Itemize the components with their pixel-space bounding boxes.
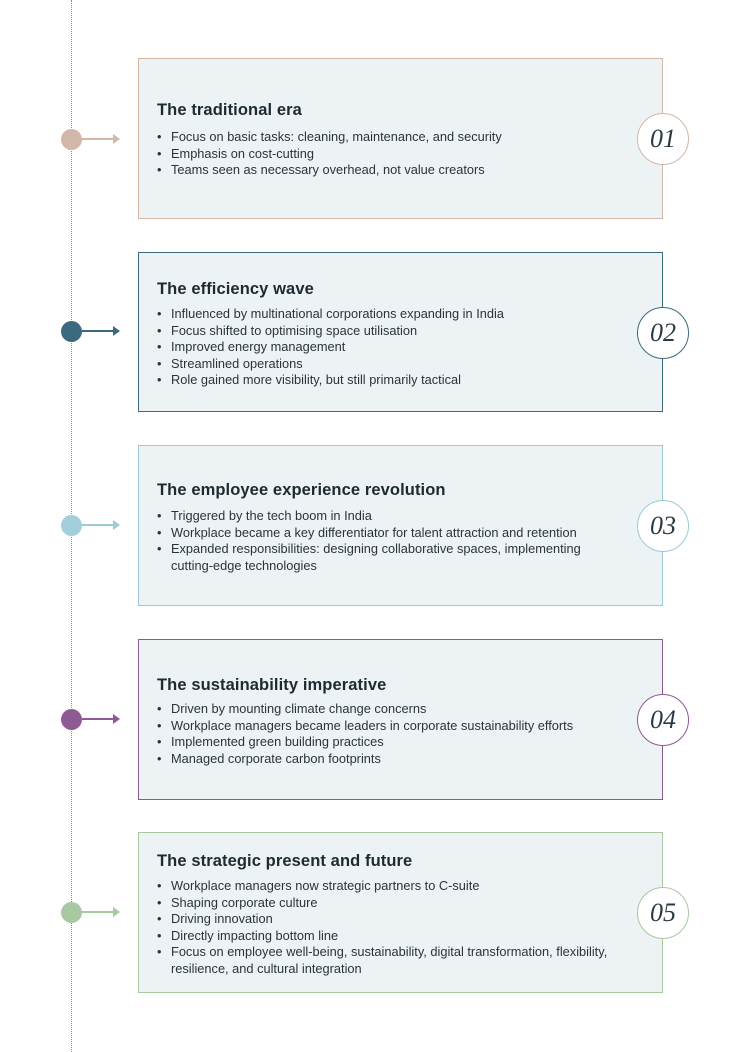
bullet-item: • Workplace became a key differentiator for talent attraction and retention bbox=[157, 525, 617, 542]
stage-title: The employee experience revolution bbox=[157, 481, 446, 499]
stage-card-01 bbox=[138, 58, 663, 219]
arrow-head-icon bbox=[113, 326, 120, 336]
bullet-item: • Directly impacting bottom line bbox=[157, 928, 627, 945]
stage-card-02 bbox=[138, 252, 663, 412]
bullet-item: • Implemented green building practices bbox=[157, 734, 617, 751]
connector-arrow-line-05 bbox=[82, 911, 114, 913]
timeline-dot-01 bbox=[61, 129, 82, 150]
bullet-item: • Focus on employee well-being, sustainability, digital transformation, flexibility, resilience, and cultural integration bbox=[157, 944, 627, 977]
bullet-item: • Triggered by the tech boom in India bbox=[157, 508, 617, 525]
bullet-item: • Driven by mounting climate change concerns bbox=[157, 701, 617, 718]
stage-title: The traditional era bbox=[157, 101, 302, 119]
timeline-dot-03 bbox=[61, 515, 82, 536]
bullet-item: • Driving innovation bbox=[157, 911, 627, 928]
timeline-dot-05 bbox=[61, 902, 82, 923]
stage-number-badge: 02 bbox=[637, 307, 689, 359]
timeline-dot-02 bbox=[61, 321, 82, 342]
bullet-item: • Influenced by multinational corporations expanding in India bbox=[157, 306, 617, 323]
stage-title: The sustainability imperative bbox=[157, 676, 387, 694]
stage-card-03 bbox=[138, 445, 663, 606]
stage-card-04 bbox=[138, 639, 663, 800]
bullet-item: • Expanded responsibilities: designing collaborative spaces, implementing cutting-edge technologies bbox=[157, 541, 617, 574]
bullet-list bbox=[157, 306, 617, 389]
bullet-item: • Teams seen as necessary overhead, not value creators bbox=[157, 162, 617, 179]
stage-number-badge: 05 bbox=[637, 887, 689, 939]
bullet-list bbox=[157, 701, 617, 767]
stage-title: The efficiency wave bbox=[157, 280, 314, 298]
connector-arrow-line-04 bbox=[82, 718, 114, 720]
bullet-list bbox=[157, 129, 617, 179]
bullet-list bbox=[157, 508, 617, 574]
bullet-item: • Streamlined operations bbox=[157, 356, 617, 373]
bullet-item: • Emphasis on cost-cutting bbox=[157, 146, 617, 163]
bullet-list bbox=[157, 878, 627, 978]
arrow-head-icon bbox=[113, 714, 120, 724]
bullet-item: • Role gained more visibility, but still primarily tactical bbox=[157, 372, 617, 389]
arrow-head-icon bbox=[113, 134, 120, 144]
bullet-item: • Improved energy management bbox=[157, 339, 617, 356]
connector-arrow-line-01 bbox=[82, 138, 114, 140]
arrow-head-icon bbox=[113, 907, 120, 917]
bullet-item: • Focus shifted to optimising space utilisation bbox=[157, 323, 617, 340]
timeline-dot-04 bbox=[61, 709, 82, 730]
stage-card-05 bbox=[138, 832, 663, 993]
stage-number-badge: 01 bbox=[637, 113, 689, 165]
stage-title: The strategic present and future bbox=[157, 852, 413, 870]
stage-number-badge: 04 bbox=[637, 694, 689, 746]
arrow-head-icon bbox=[113, 520, 120, 530]
bullet-item: • Managed corporate carbon footprints bbox=[157, 751, 617, 768]
bullet-item: • Focus on basic tasks: cleaning, maintenance, and security bbox=[157, 129, 617, 146]
bullet-item: • Workplace managers became leaders in corporate sustainability efforts bbox=[157, 718, 617, 735]
connector-arrow-line-03 bbox=[82, 524, 114, 526]
connector-arrow-line-02 bbox=[82, 330, 114, 332]
bullet-item: • Shaping corporate culture bbox=[157, 895, 627, 912]
bullet-item: • Workplace managers now strategic partners to C-suite bbox=[157, 878, 627, 895]
stage-number-badge: 03 bbox=[637, 500, 689, 552]
